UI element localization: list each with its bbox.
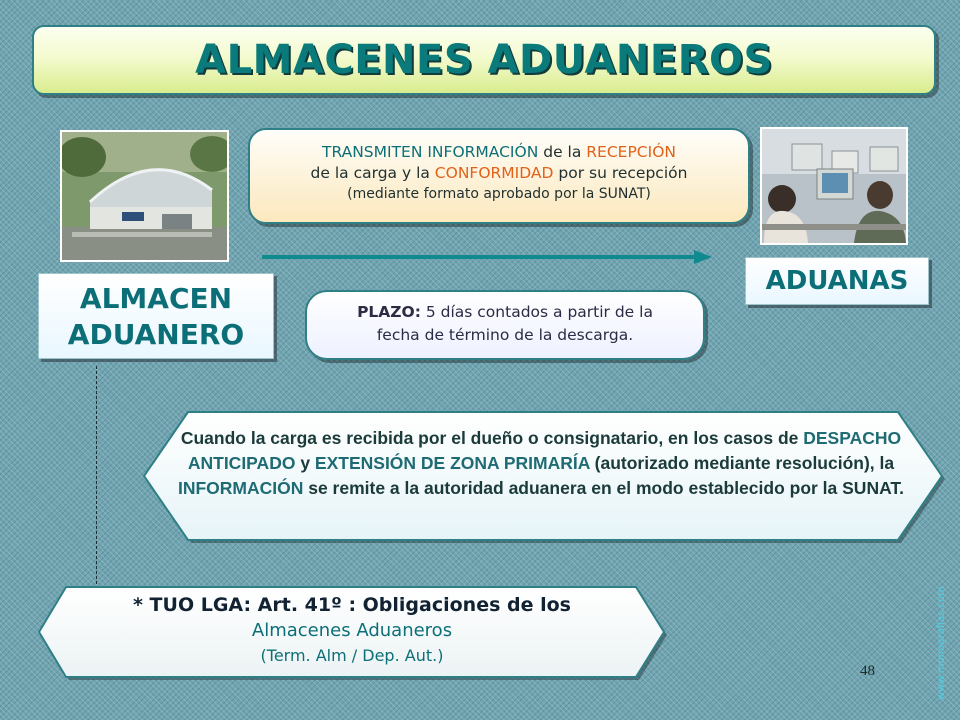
warehouse-photo	[60, 130, 229, 262]
plazo-line-1	[307, 301, 703, 324]
info-line-3: (mediante formato aprobado por la SUNAT)	[347, 186, 651, 202]
info-transmiten: TRANSMITEN INFORMACIÓN	[321, 143, 539, 161]
info-de-la-carga: de la carga y la	[310, 164, 435, 182]
plazo-text-2: fecha de término de la descarga.	[376, 326, 634, 344]
info-line-1	[250, 142, 748, 163]
aduanas-label	[745, 257, 929, 305]
dispatch-text-3: (autorizado mediante resolución), la	[589, 453, 895, 473]
watermark	[936, 520, 954, 710]
warehouse-photo-illustration	[62, 132, 227, 260]
aduanas-label-text: ADUANAS	[765, 266, 909, 296]
dispatch-highlight-informacion: INFORMACIÓN	[177, 478, 304, 498]
dispatch-text-4: se remite a la autoridad aduanera en el modo establecido por la SUNAT.	[303, 478, 905, 498]
almacen-label-line-2: ADUANERO	[67, 318, 245, 351]
info-conformidad: CONFORMIDAD	[434, 164, 554, 182]
legal-reference-text	[56, 592, 648, 668]
info-recepcion: RECEPCIÓN	[586, 143, 676, 161]
info-de-la: de la	[538, 143, 587, 161]
title-bar	[32, 25, 936, 95]
customs-office-photo	[760, 127, 908, 245]
plazo-text-1: 5 días contados a partir de la	[420, 303, 653, 321]
customs-office-photo-illustration	[762, 129, 906, 243]
info-por-su-recepcion: por su recepción	[553, 164, 688, 182]
arrow-right-icon	[262, 248, 712, 266]
dispatch-note-text	[160, 426, 922, 501]
information-transmission-box	[248, 128, 750, 224]
slide-title: ALMACENES ADUANEROS	[195, 37, 773, 83]
legal-ref-line-1: * TUO LGA: Art. 41º : Obligaciones de los	[133, 594, 571, 616]
plazo-box	[305, 290, 705, 360]
page-number: 48	[860, 663, 875, 679]
legal-ref-line-2: Almacenes Aduaneros	[251, 620, 453, 641]
almacen-label-line-1: ALMACEN	[79, 282, 233, 315]
watermark-text: www.monografias.com	[936, 586, 947, 700]
dispatch-highlight-zona-primaria: EXTENSIÓN DE ZONA PRIMARÍA	[314, 453, 590, 473]
dispatch-highlight-anticipado: DESPACHO ANTICIPADO	[187, 428, 902, 473]
plazo-label: PLAZO:	[357, 303, 421, 321]
dashed-connector	[96, 366, 97, 584]
dispatch-text-2: y	[295, 453, 315, 473]
info-line-2	[250, 163, 748, 184]
almacen-aduanero-label	[38, 273, 274, 359]
legal-ref-line-3: (Term. Alm / Dep. Aut.)	[260, 646, 444, 665]
dispatch-text-1: Cuando la carga es recibida por el dueño o consignatario, en los casos de	[180, 428, 804, 448]
